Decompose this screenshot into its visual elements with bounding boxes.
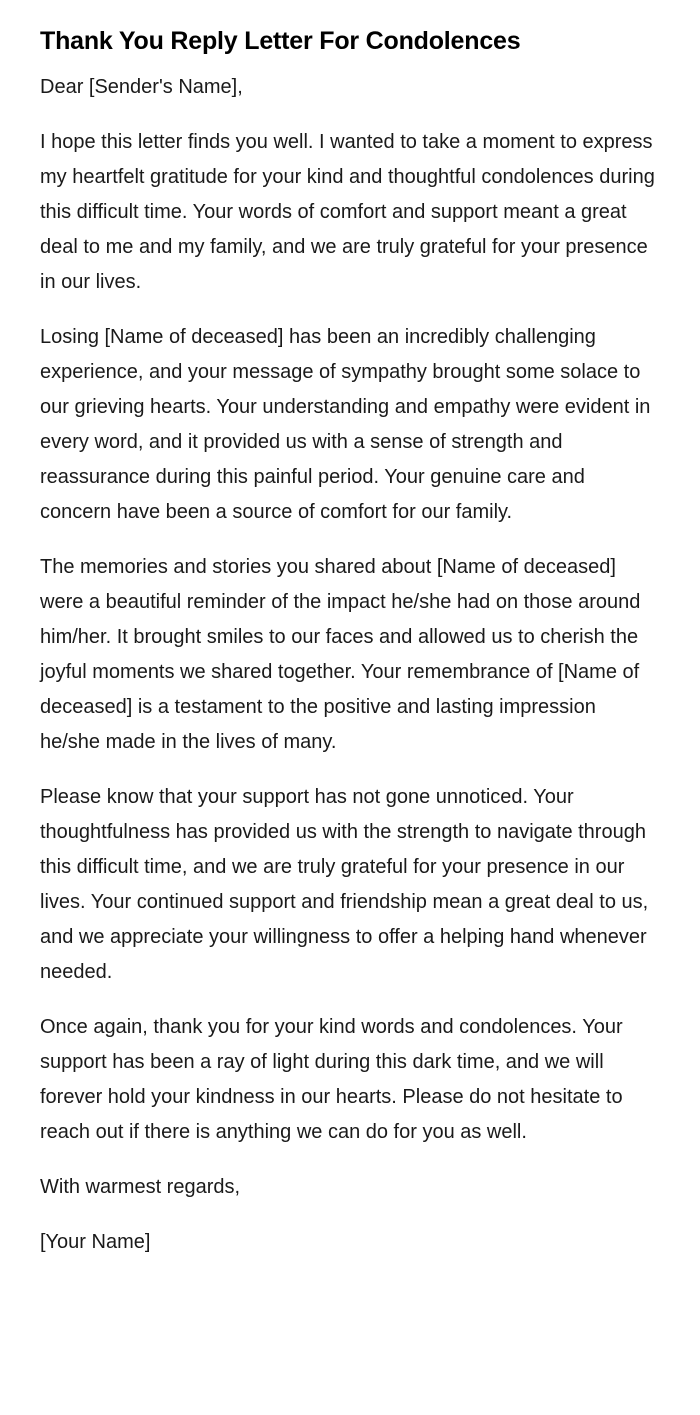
letter-paragraph-3: The memories and stories you shared about [Name of deceased] were a beautiful reminder of the impact he/she had on those around him/her. It brought smiles to our faces and allowed us to cherish the joyful moments we shared together. Your remembrance of [Name of deceased] is a testament to the positive and lasting impression he/she made in the lives of many. <box>40 556 641 753</box>
letter-paragraph-5: Once again, thank you for your kind words and condolences. Your support has been a ray of light during this dark time, and we will forever hold your kindness in our hearts. Please do not hesitate to reach out if there is anything we can do for you as well. <box>40 1016 623 1143</box>
letter-title: Thank You Reply Letter For Condolences <box>40 27 521 55</box>
letter-signature: [Your Name] <box>40 1231 151 1253</box>
letter-salutation: Dear [Sender's Name], <box>40 76 243 98</box>
letter-closing: With warmest regards, <box>40 1176 241 1198</box>
letter-paragraph-2: Losing [Name of deceased] has been an incredibly challenging experience, and your message of sympathy brought some solace to our grieving hearts. Your understanding and empathy were evident in every word, and it provided us with a sense of strength and reassurance during this painful period. Your genuine care and concern have been a source of comfort for our family. <box>40 326 651 523</box>
letter-paragraph-1: I hope this letter finds you well. I wanted to take a moment to express my heartfelt gratitude for your kind and thoughtful condolences during this difficult time. Your words of comfort and support meant a great deal to me and my family, and we are truly grateful for your presence in our lives. <box>40 131 655 293</box>
letter-paragraph-4: Please know that your support has not gone unnoticed. Your thoughtfulness has provided us with the strength to navigate through this difficult time, and we are truly grateful for your presence in our lives. Your continued support and friendship mean a great deal to us, and we appreciate your willingness to offer a helping hand whenever needed. <box>40 786 649 983</box>
